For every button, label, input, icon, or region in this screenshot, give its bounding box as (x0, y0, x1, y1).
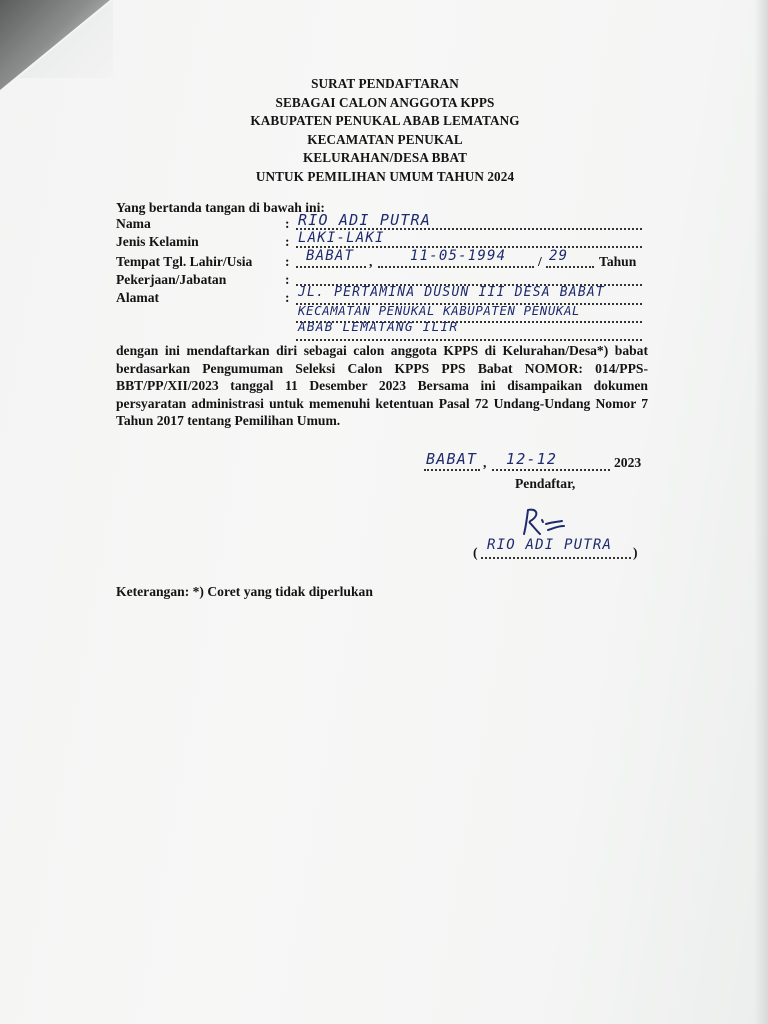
document-header (200, 75, 570, 187)
alamat-line-1: JL. PERTAMINA DUSUN III DESA BABAT (298, 285, 605, 300)
alamat-dotted-line-3 (296, 339, 642, 341)
alamat-line-3: ABAB LEMATANG ILIR (298, 320, 459, 335)
closing-place-dotted-line (424, 469, 480, 471)
header-kecamatan: KECAMATAN PENUKAL (307, 131, 463, 147)
nama-value: RIO ADI PUTRA (298, 211, 431, 229)
closing-year: 2023 (614, 455, 642, 470)
alamat-colon: : (285, 290, 290, 305)
ttl-date-dotted-line (378, 266, 534, 268)
jenis-kelamin-label: Jenis Kelamin (116, 234, 199, 249)
jenis-kelamin-colon: : (285, 234, 290, 249)
ttl-age-dotted-line (546, 266, 594, 268)
alamat-line-2: KECAMATAN PENUKAL KABUPATEN PENUKAL (298, 303, 581, 318)
header-subtitle: SEBAGAI CALON ANGGOTA KPPS (275, 94, 495, 110)
body-paragraph: dengan ini mendaftarkan diri sebagai calon anggota KPPS di Kelurahan/Desa*) babat berdasarkan Pengumuman Seleksi Calon KPPS PPS Babat NOMOR: 014/PPS-BBT/PP/XII/2023 tanggal 11 Desember 2023 Bersama ini disampaikan dokumen persyaratan administrasi untuk memenuhi ketentuan Pasal 72 Undang-Undang Nomor 7 Tahun 2017 tentang Pemilihan Umum. (116, 343, 648, 429)
header-desa: KELURAHAN/DESA BBAT (303, 150, 467, 166)
jenis-kelamin-value: LAKI-LAKI (298, 230, 385, 246)
closing-place: BABAT (426, 450, 478, 468)
ttl-label: Tempat Tgl. Lahir/Usia (116, 254, 253, 269)
ttl-slash: / (538, 254, 542, 269)
ttl-place-dotted-line (296, 266, 366, 268)
closing-role: Pendaftar, (515, 476, 576, 491)
ttl-age-value: 29 (549, 248, 569, 264)
nama-colon: : (285, 216, 290, 231)
footnote: Keterangan: *) Coret yang tidak diperlukan (116, 584, 373, 599)
ttl-comma: , (369, 254, 373, 269)
pekerjaan-colon: : (285, 272, 290, 287)
alamat-label: Alamat (116, 290, 160, 305)
closing-comma: , (483, 455, 487, 470)
ttl-unit: Tahun (599, 254, 637, 269)
header-election: UNTUK PEMILIHAN UMUM TAHUN 2024 (255, 168, 515, 184)
ttl-date-value: 11-05-1994 (410, 248, 507, 264)
closing-date: 12-12 (506, 450, 558, 468)
pekerjaan-label: Pekerjaan/Jabatan (116, 272, 227, 287)
signer-dotted-line (481, 557, 631, 559)
signer-close-paren: ) (633, 545, 638, 560)
ttl-place-value: BABAT (306, 248, 355, 264)
handwritten-signature (518, 504, 578, 540)
ttl-colon: : (285, 254, 290, 269)
header-kabupaten: KABUPATEN PENUKAL ABAB LEMATANG (250, 113, 520, 129)
intro-text: Yang bertanda tangan di bawah ini: (116, 200, 325, 215)
closing-date-dotted-line (492, 469, 610, 471)
signer-name: RIO ADI PUTRA (487, 537, 613, 553)
header-title: SURAT PENDAFTARAN (311, 76, 459, 91)
page-edge-shadow (754, 0, 768, 1024)
signer-open-paren: ( (473, 545, 478, 560)
nama-label: Nama (116, 216, 151, 231)
